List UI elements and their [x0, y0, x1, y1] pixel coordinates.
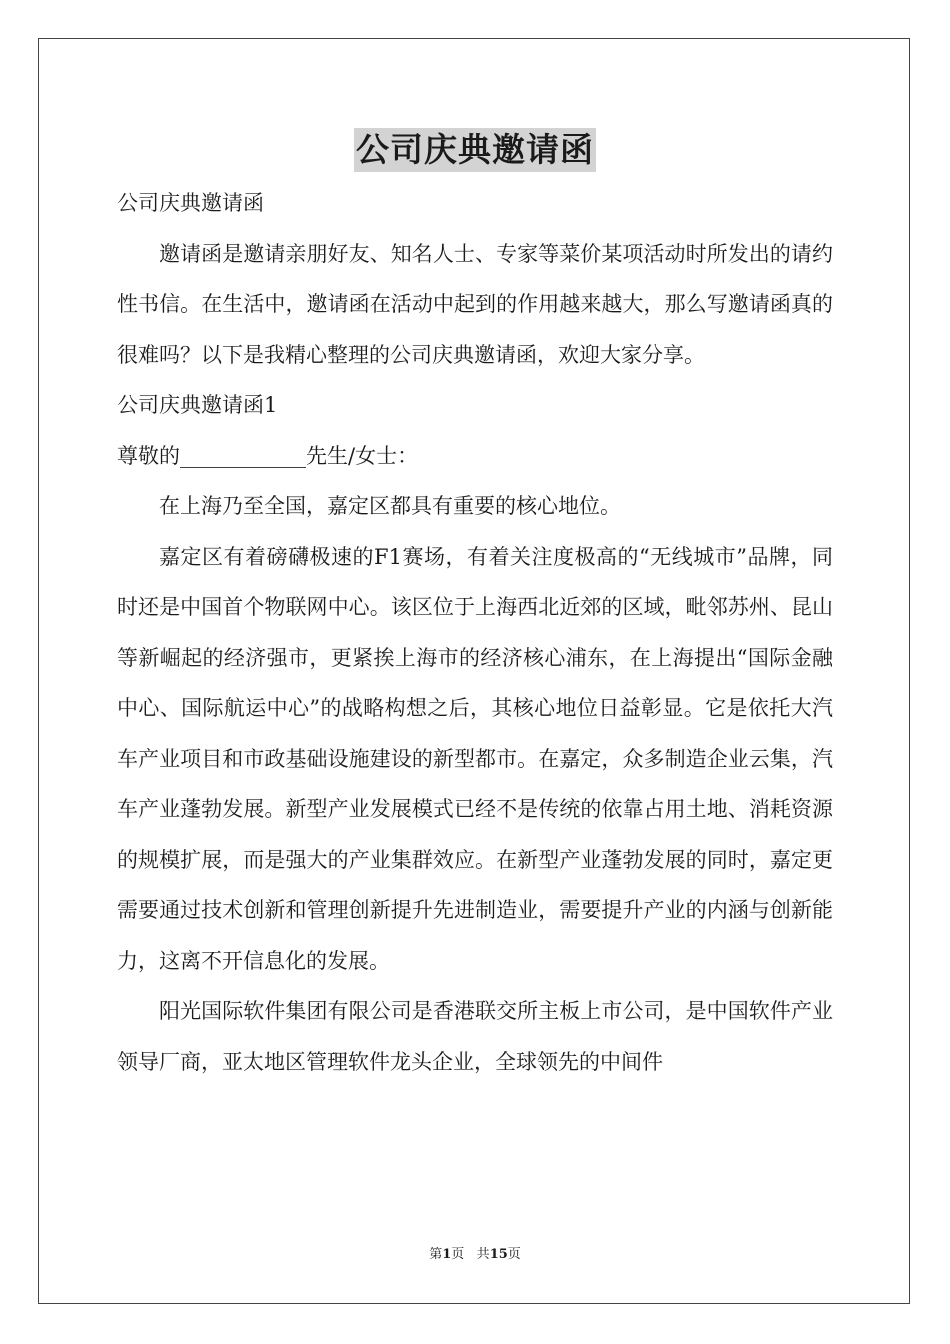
document-title: 公司庆典邀请函 — [354, 128, 596, 172]
page-footer — [0, 1246, 950, 1264]
page-prefix: 第 — [429, 1247, 443, 1262]
document-body — [117, 178, 833, 1087]
body-paragraph: 嘉定区有着磅礴极速的F1赛场，有着关注度极高的“无线城市”品牌，同时还是中国首个物联网中心。该区位于上海西北近郊的区域，毗邻苏州、昆山等新崛起的经济强市，更紧挨上海市的经济核心浦东，在上海提出“国际金融中心、国际航运中心”的战略构想之后，其核心地位日益彰显。它是依托大汽车产业项目和市政基础设施建设的新型都市。在嘉定，众多制造企业云集，汽车产业蓬勃发展。新型产业发展模式已经不是传统的依靠占用土地、消耗资源的规模扩展，而是强大的产业集群效应。在新型产业蓬勃发展的同时，嘉定更需要通过技术创新和管理创新提升先进制造业，需要提升产业的内涵与创新能力，这离不开信息化的发展。 — [117, 544, 833, 973]
salutation: 尊敬的____________先生/女士： — [117, 443, 419, 468]
page-number: 1 — [442, 1247, 452, 1262]
total-prefix: 共 — [476, 1247, 490, 1262]
body-paragraph: 在上海乃至全国，嘉定区都具有重要的核心地位。 — [159, 494, 621, 518]
total-pages: 15 — [489, 1247, 508, 1262]
body-paragraph: 阳光国际软件集团有限公司是香港联交所主板上市公司，是中国软件产业领导厂商，亚太地区管理软件龙头企业，全球领先的中间件 — [117, 999, 833, 1074]
total-suffix: 页 — [507, 1247, 521, 1262]
section-heading: 公司庆典邀请函1 — [117, 393, 278, 417]
page-suffix: 页 — [451, 1247, 465, 1262]
intro-paragraph: 邀请函是邀请亲朋好友、知名人士、专家等菜价某项活动时所发出的请约性书信。在生活中，邀请函在活动中起到的作用越来越大，那么写邀请函真的很难吗？以下是我精心整理的公司庆典邀请函，欢迎大家分享。 — [117, 241, 833, 367]
title-container — [0, 128, 950, 172]
section-heading: 公司庆典邀请函 — [117, 191, 264, 215]
